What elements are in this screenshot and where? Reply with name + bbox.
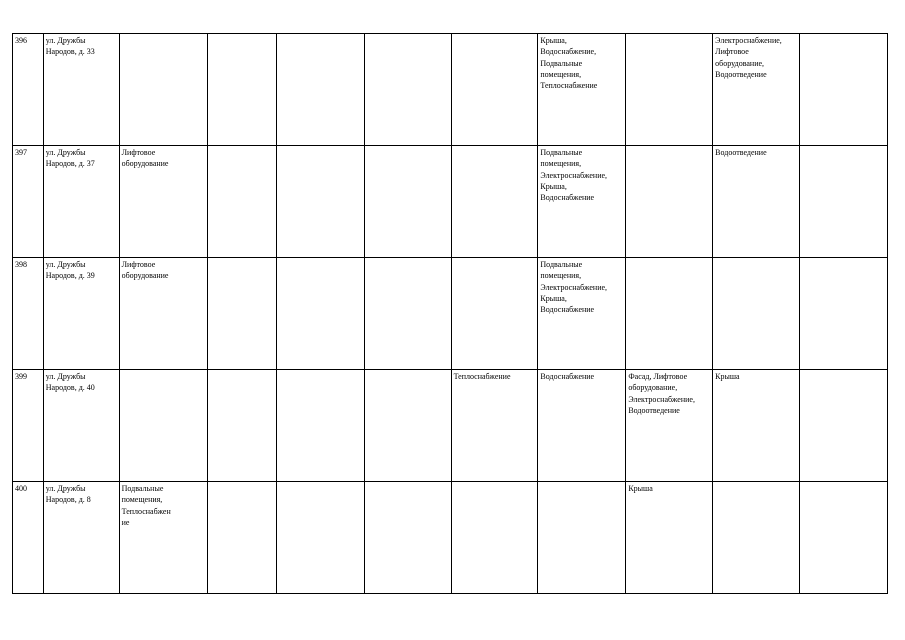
table-cell: Водоснабжение (538, 370, 626, 482)
table-cell (207, 370, 276, 482)
table-cell: Водоотведение (713, 146, 800, 258)
table-cell (451, 482, 538, 594)
table-cell (799, 370, 887, 482)
table-cell (799, 482, 887, 594)
table-cell (626, 34, 713, 146)
address-cell: ул. Дружбы Народов, д. 33 (43, 34, 119, 146)
address-cell: ул. Дружбы Народов, д. 8 (43, 482, 119, 594)
row-number: 397 (13, 146, 44, 258)
table-cell: Подвальные помещения, Теплоснабжен ие (119, 482, 207, 594)
table-cell: Фасад, Лифтовое оборудование, Электроснабжение, Водоотведение (626, 370, 713, 482)
table-cell (799, 258, 887, 370)
table-cell (207, 34, 276, 146)
table-row (13, 146, 888, 258)
table-cell (364, 482, 451, 594)
table-cell (276, 146, 364, 258)
table-cell (799, 146, 887, 258)
table-cell (713, 258, 800, 370)
table-cell: Подвальные помещения, Электроснабжение, Крыша, Водоснабжение (538, 146, 626, 258)
table-cell (364, 258, 451, 370)
table-cell (538, 482, 626, 594)
table-row (13, 482, 888, 594)
table-cell: Лифтовое оборудование (119, 146, 207, 258)
table-cell (276, 370, 364, 482)
address-cell: ул. Дружбы Народов, д. 39 (43, 258, 119, 370)
table-cell: Крыша (713, 370, 800, 482)
address-cell: ул. Дружбы Народов, д. 37 (43, 146, 119, 258)
row-number: 398 (13, 258, 44, 370)
table-row (13, 258, 888, 370)
table-row (13, 370, 888, 482)
table-cell (276, 34, 364, 146)
table-cell: Подвальные помещения, Электроснабжение, Крыша, Водоснабжение (538, 258, 626, 370)
address-cell: ул. Дружбы Народов, д. 40 (43, 370, 119, 482)
table-cell (119, 34, 207, 146)
table-cell: Электроснабжение, Лифтовое оборудование, Водоотведение (713, 34, 800, 146)
table-cell (207, 146, 276, 258)
table-cell: Крыша (626, 482, 713, 594)
table-row (13, 34, 888, 146)
table-cell (626, 258, 713, 370)
table-cell (364, 146, 451, 258)
row-number: 396 (13, 34, 44, 146)
table-cell (364, 370, 451, 482)
table-cell: Лифтовое оборудование (119, 258, 207, 370)
table-cell (799, 34, 887, 146)
row-number: 399 (13, 370, 44, 482)
table-cell (451, 146, 538, 258)
table-cell (713, 482, 800, 594)
table-cell (451, 34, 538, 146)
table-cell (119, 370, 207, 482)
table-cell: Теплоснабжение (451, 370, 538, 482)
table-cell: Крыша, Водоснабжение, Подвальные помещения, Теплоснабжение (538, 34, 626, 146)
table-cell (364, 34, 451, 146)
row-number: 400 (13, 482, 44, 594)
table-cell (207, 258, 276, 370)
work-schedule-table (12, 33, 888, 594)
table-cell (207, 482, 276, 594)
table-cell (626, 146, 713, 258)
table-cell (276, 482, 364, 594)
table-cell (276, 258, 364, 370)
table-cell (451, 258, 538, 370)
